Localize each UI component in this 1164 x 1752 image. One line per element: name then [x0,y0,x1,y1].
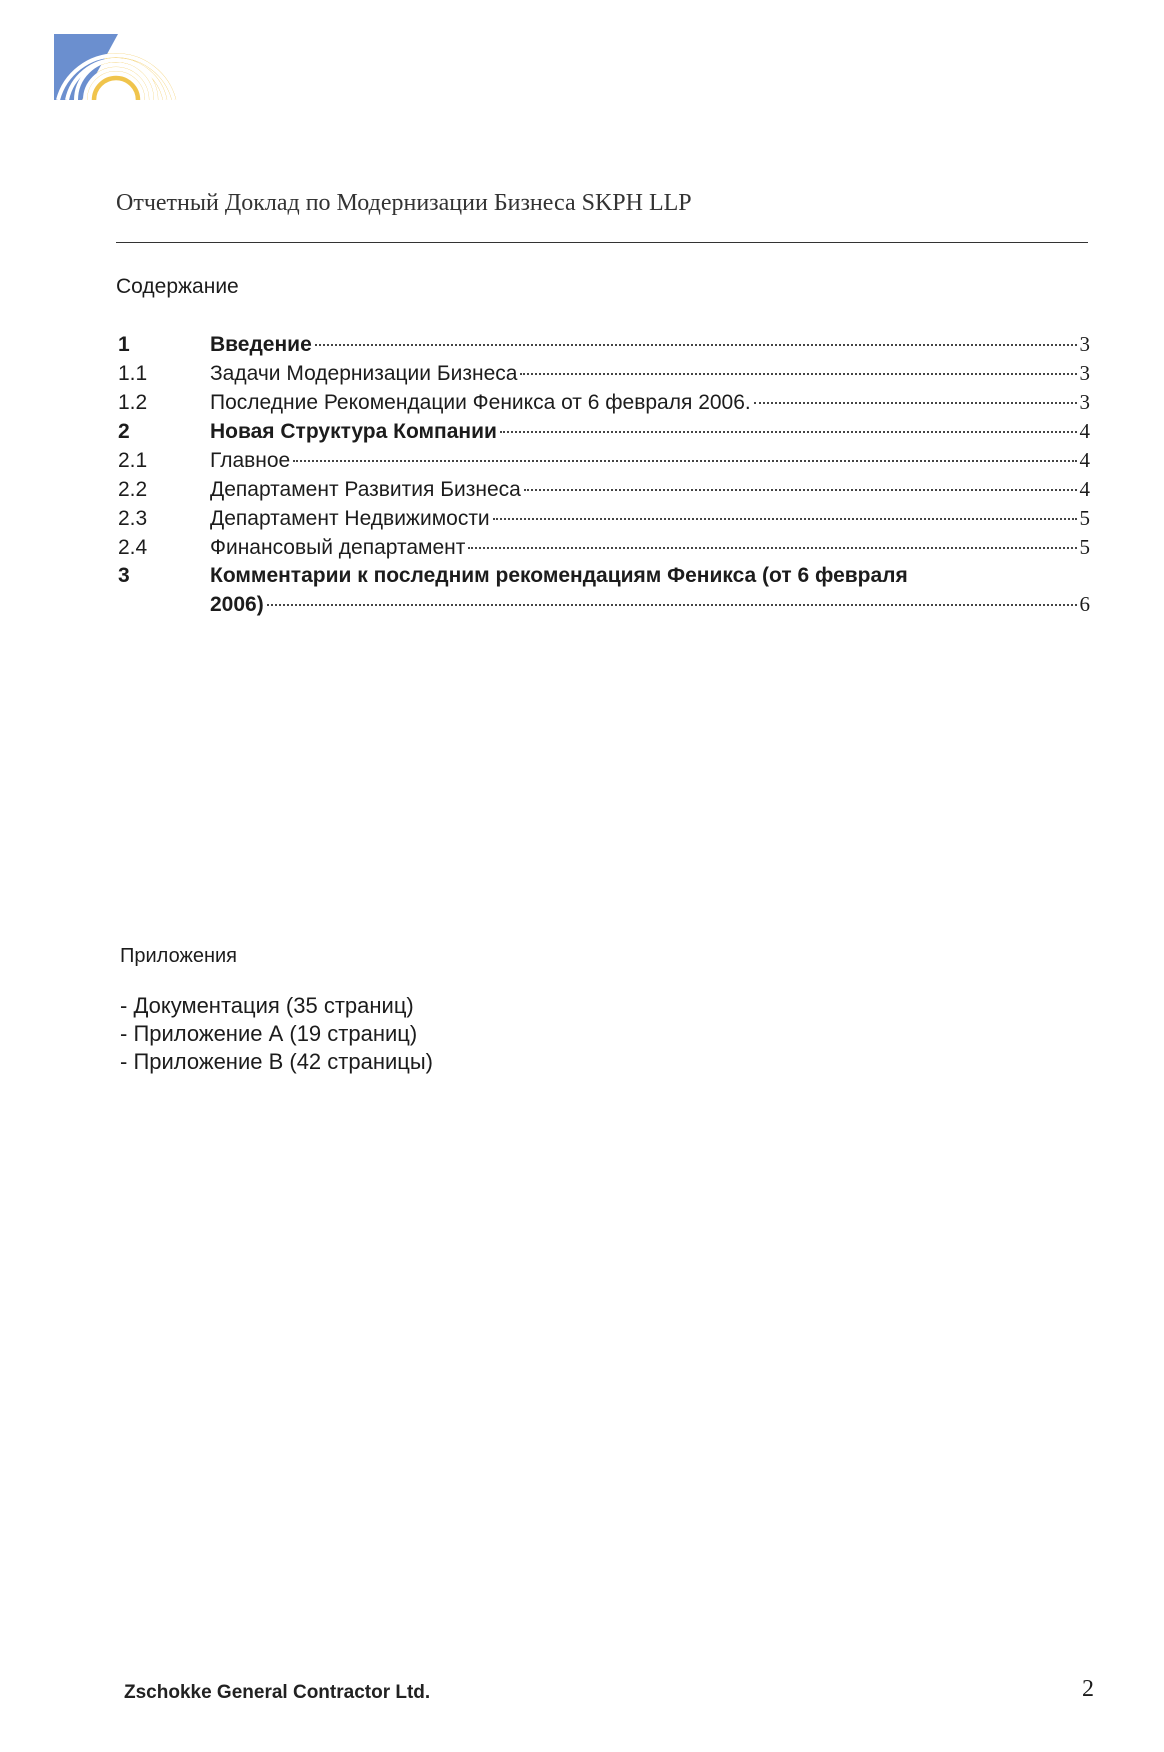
toc-heading: Содержание [116,275,239,298]
toc-entry-number: 2.2 [118,478,148,501]
appendices-list [120,992,433,1076]
toc-entry-page: 4 [1079,477,1090,501]
toc-entry-number: 2.1 [118,449,148,472]
dot-leader [267,604,1077,606]
toc-entry-title: Последние Рекомендации Феникса от 6 февраля 2006. [210,391,751,414]
toc-entry-number: 1.2 [118,391,148,414]
toc-entry[interactable] [118,446,1090,475]
toc-entry-page: 4 [1079,448,1090,472]
dot-leader [315,344,1077,346]
toc-entry[interactable] [118,562,1090,619]
page-number: 2 [1082,1676,1094,1702]
toc-entry[interactable] [118,504,1090,533]
toc-entry-page: 6 [1079,592,1090,616]
toc-entry-title: Введение [210,333,312,356]
toc-entry-title: Новая Структура Компании [210,420,497,443]
toc-entry-page: 3 [1079,390,1090,414]
toc-entry[interactable] [118,533,1090,562]
appendix-item: - Приложение В (42 страницы) [120,1049,434,1074]
toc-entry-page: 5 [1079,506,1090,530]
toc-entry-title: Задачи Модернизации Бизнеса [210,362,518,385]
dot-leader [500,431,1077,433]
toc-entry[interactable] [118,388,1090,417]
appendices-heading: Приложения [120,945,238,967]
footer-company-name: Zschokke General Contractor Ltd. [124,1682,431,1703]
toc-entry-number: 3 [118,564,130,587]
toc-entry[interactable] [118,417,1090,446]
toc-entry-page: 3 [1079,332,1090,356]
toc-entry-number: 2.3 [118,507,148,530]
toc-entry-number: 2 [118,420,130,443]
toc-entry-page: 5 [1079,535,1090,559]
dot-leader [754,402,1077,404]
toc-entry-number: 1 [118,333,130,356]
toc-entry[interactable] [118,330,1090,359]
table-of-contents [118,330,1090,619]
toc-entry-title: Департамент Развития Бизнеса [210,478,521,501]
dot-leader [524,489,1077,491]
dot-leader [520,373,1076,375]
toc-entry-title: Главное [210,449,291,472]
toc-entry-page: 4 [1079,419,1090,443]
document-title: Отчетный Доклад по Модернизации Бизнеса SKPH LLP [116,190,692,216]
toc-entry-page: 3 [1079,361,1090,385]
toc-entry-number: 1.1 [118,362,148,385]
toc-entry[interactable] [118,359,1090,388]
toc-entry[interactable] [118,475,1090,504]
dot-leader [293,460,1076,462]
appendix-item: - Приложение А (19 страниц) [120,1021,418,1046]
toc-entry-title-continued: 2006) [210,593,264,616]
company-logo-icon [54,34,180,100]
title-divider [116,242,1088,243]
toc-entry-title: Финансовый департамент [210,536,466,559]
appendix-item: - Документация (35 страниц) [120,993,414,1018]
toc-entry-title: Департамент Недвижимости [210,507,490,530]
toc-entry-number: 2.4 [118,536,148,559]
toc-entry-title: Комментарии к последним рекомендациям Феникса (от 6 февраля [210,564,908,587]
dot-leader [468,547,1076,549]
dot-leader [493,518,1077,520]
